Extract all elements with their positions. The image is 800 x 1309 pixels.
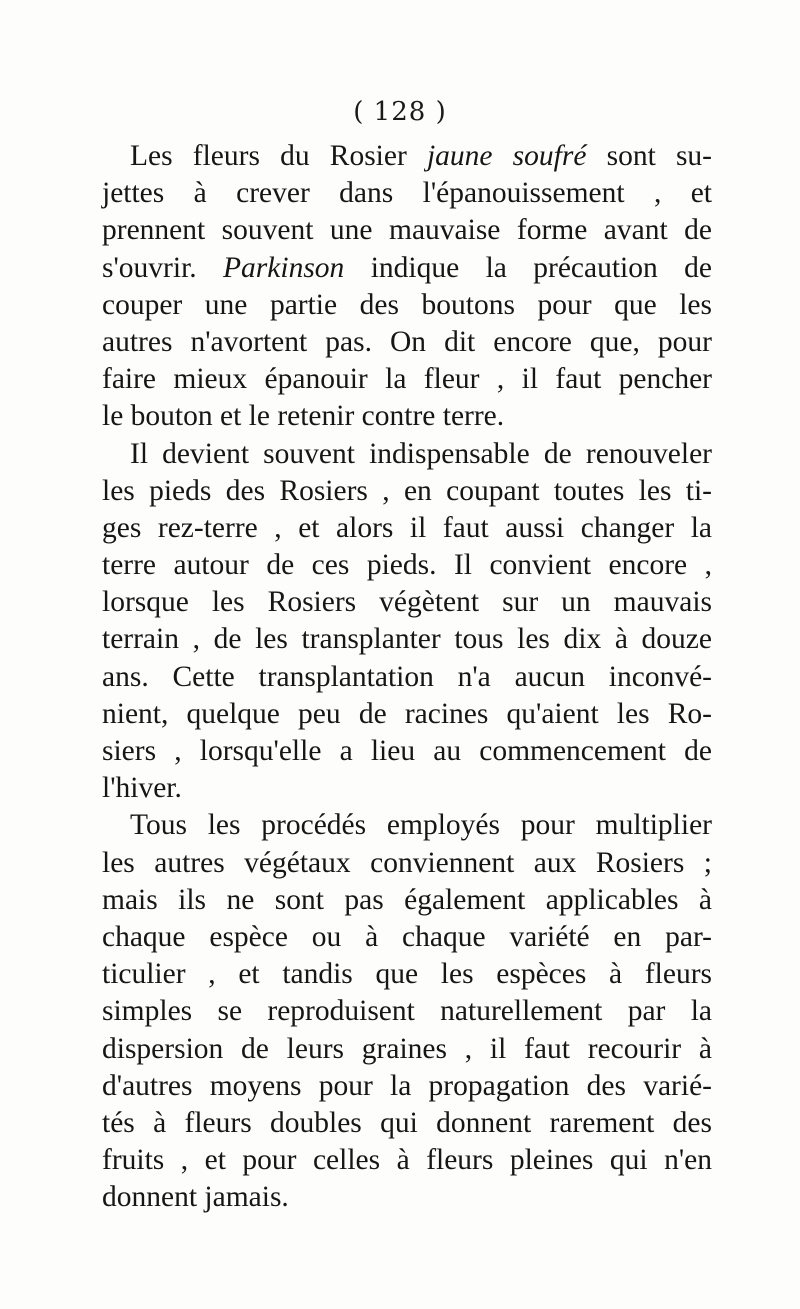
text-line: d'autres moyens pour la propagation des varié- (102, 1069, 712, 1102)
text-line: le bouton et le retenir contre terre. (102, 400, 505, 433)
text-run: indique la précaution de (344, 251, 712, 284)
text-line: Tous les procédés employés pour multiplier (130, 809, 712, 842)
italic-text-run: Parkinson (223, 251, 345, 284)
text-line: nient, quelque peu de racines qu'aient les Ro- (102, 697, 712, 730)
text-line: les pieds des Rosiers , en coupant toutes les ti- (102, 474, 712, 507)
paragraph (102, 436, 712, 808)
text-line: ans. Cette transplantation n'a aucun inconvé- (102, 660, 712, 693)
text-line: faire mieux épanouir la fleur , il faut pencher (102, 363, 712, 396)
text-line: terrain , de les transplanter tous les dix à douze (102, 623, 712, 656)
text-run: Les fleurs du Rosier (130, 140, 427, 172)
text-line: ticulier , et tandis que les espèces à fleurs (102, 958, 712, 991)
text-line: mais ils ne sont pas également applicables à (102, 883, 712, 916)
text-line: lorsque les Rosiers végètent sur un mauvais (102, 586, 712, 619)
text-line: autres n'avortent pas. On dit encore que, pour (102, 325, 712, 358)
text-line: les autres végétaux conviennent aux Rosiers ; (102, 846, 712, 879)
body-text (102, 138, 712, 1216)
text-run: s'ouvrir. (102, 251, 224, 284)
text-line: prennent souvent une mauvaise forme avant de (102, 214, 712, 247)
text-line: terre autour de ces pieds. Il convient encore , (102, 549, 712, 582)
text-line: simples se reproduisent naturellement par la (102, 995, 712, 1028)
text-line: l'hiver. (102, 772, 182, 805)
text-line: chaque espèce ou à chaque variété en par- (102, 920, 712, 953)
text-line: fruits , et pour celles à fleurs pleines qui n'en (102, 1144, 712, 1177)
text-line: Il devient souvent indispensable de renouveler (130, 437, 712, 470)
text-line: couper une partie des boutons pour que les (102, 288, 712, 321)
paragraph (102, 138, 712, 436)
text-line: siers , lorsqu'elle a lieu au commencement de (102, 735, 712, 767)
paragraph (102, 807, 712, 1216)
text-line: ges rez-terre , et alors il faut aussi changer la (102, 511, 712, 544)
italic-text-run: jaune soufré (426, 140, 587, 172)
text-line (102, 250, 712, 287)
text-run: sont su- (586, 140, 713, 172)
text-line: jettes à crever dans l'épanouissement , et (102, 177, 712, 210)
text-line (102, 138, 712, 175)
page-number: ( 128 ) (353, 97, 447, 127)
text-line: donnent jamais. (102, 1181, 289, 1214)
text-line: tés à fleurs doubles qui donnent rarement des (102, 1106, 712, 1139)
text-line: dispersion de leurs graines , il faut recourir à (102, 1032, 712, 1065)
